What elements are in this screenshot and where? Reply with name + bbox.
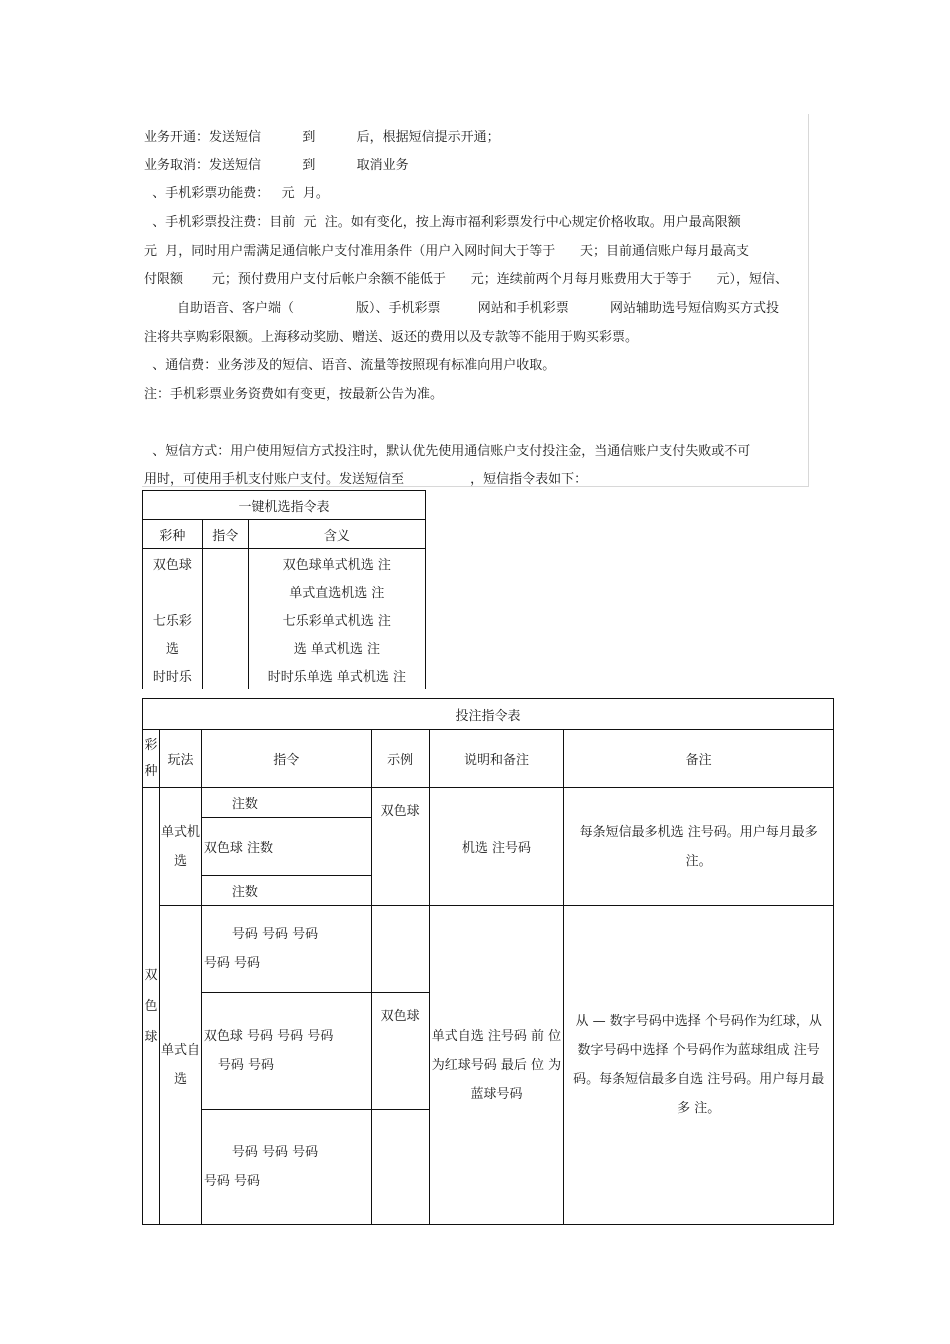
lottery-cell: 七乐彩: [143, 605, 203, 633]
column-header: 说明和备注: [429, 730, 564, 788]
table-row: [143, 661, 426, 689]
column-header: 指令: [201, 730, 371, 788]
table-row: [143, 633, 426, 661]
text-line: 业务开通：发送短信 到 后，根据短信提示开通；: [144, 130, 500, 145]
column-header: 彩种: [143, 520, 203, 549]
text-line: 自助语音、客户端（ 版）、手机彩票 网站和手机彩票 网站辅助选号短信购买方式投: [144, 301, 780, 316]
table-title: 一键机选指令表: [143, 491, 426, 520]
command-line: 号码 号码 号码: [231, 1145, 319, 1160]
text-line: 付限额 元；预付费用户支付后帐户余额不能低于 元；连续前两个月每月账费用大于等于 元），短信、: [144, 272, 789, 287]
lottery-cell: [143, 577, 203, 605]
command-cell: 双色球 注数: [201, 818, 371, 876]
command-cell: [201, 906, 371, 993]
command-cell: 注数: [201, 876, 371, 906]
lottery-cell: 时时乐: [143, 661, 203, 689]
column-header: 含义: [248, 520, 425, 549]
text-line: 注将共享购彩限额。上海移动奖励、赠送、返还的费用以及专款等不能用于购买彩票。: [144, 330, 639, 345]
text-line: 、手机彩票投注费：目前 元 注。如有变化，按上海市福利彩票发行中心规定价格收取。用户最高限额: [144, 215, 741, 230]
meaning-cell: 七乐彩单式机选 注: [248, 605, 425, 633]
meaning-cell: 单式直选机选 注: [248, 577, 425, 605]
example-cell: [371, 1110, 429, 1225]
text-line: 业务取消：发送短信 到 取消业务: [144, 158, 409, 173]
instructions-text: [142, 114, 809, 487]
column-header: 指令: [202, 520, 248, 549]
command-line: 号码 号码: [203, 1174, 261, 1189]
text-line: 用时，可使用手机支付账户支付。发送短信至 ，短信指令表如下：: [144, 472, 588, 487]
command-cell: [202, 605, 248, 633]
command-cell: [202, 549, 248, 578]
meaning-cell: 双色球单式机选 注: [248, 549, 425, 578]
description-cell: 单式自选 注号码 前 位为红球号码 最后 位 为蓝球号码: [429, 906, 564, 1225]
command-cell: [201, 993, 371, 1110]
command-line: 双色球 号码 号码 号码: [203, 1029, 334, 1044]
text-line: 注：手机彩票业务资费如有变更，按最新公告为准。: [144, 387, 444, 402]
command-line: 号码 号码: [217, 1058, 275, 1073]
description-cell: 机选 注号码: [429, 788, 564, 906]
text-line: 、通信费：业务涉及的短信、语音、流量等按照现有标准向用户收取。: [144, 358, 556, 373]
command-cell: [202, 577, 248, 605]
table-title: 投注指令表: [143, 699, 834, 730]
text-line: 元 月，同时用户需满足通信帐户支付准用条件（用户入网时间大于等于 天；目前通信账户每月最高支: [144, 244, 750, 259]
meaning-cell: 选 单式机选 注: [248, 633, 425, 661]
lottery-cell: 选: [143, 633, 203, 661]
lottery-cell: 双色球: [143, 788, 160, 1225]
meaning-cell: 时时乐单选 单式机选 注: [248, 661, 425, 689]
command-line: 号码 号码 号码: [231, 927, 319, 942]
play-type-cell: 单式机选: [159, 788, 201, 906]
quick-pick-command-table: [142, 490, 426, 689]
note-cell: 每条短信最多机选 注号码。用户每月最多 注。: [564, 788, 834, 906]
command-cell: 注数: [201, 788, 371, 818]
text-line: 、短信方式：用户使用短信方式投注时，默认优先使用通信账户支付投注金，当通信账户支付失败或不可: [144, 444, 751, 459]
command-cell: [202, 633, 248, 661]
text-line: 、手机彩票功能费： 元 月。: [144, 186, 329, 201]
command-cell: [202, 661, 248, 689]
table-row: [143, 577, 426, 605]
column-header: 备注: [564, 730, 834, 788]
lottery-cell: 双色球: [143, 549, 203, 578]
column-header: 彩种: [143, 730, 160, 788]
column-header: 示例: [371, 730, 429, 788]
example-cell: 双色球: [371, 993, 429, 1110]
bet-command-table: [142, 698, 834, 1225]
table-row: [143, 605, 426, 633]
example-cell: [371, 906, 429, 993]
command-line: 号码 号码: [203, 956, 261, 971]
example-cell: 双色球: [371, 788, 429, 906]
table-row: [143, 549, 426, 578]
play-type-cell: 单式自选: [159, 906, 201, 1225]
column-header: 玩法: [159, 730, 201, 788]
note-cell: 从 — 数字号码中选择 个号码作为红球，从 数字号码中选择 个号码作为蓝球组成 注号码。每条短信最多自选 注号码。用户每月最多 注。: [564, 906, 834, 1225]
command-cell: [201, 1110, 371, 1225]
